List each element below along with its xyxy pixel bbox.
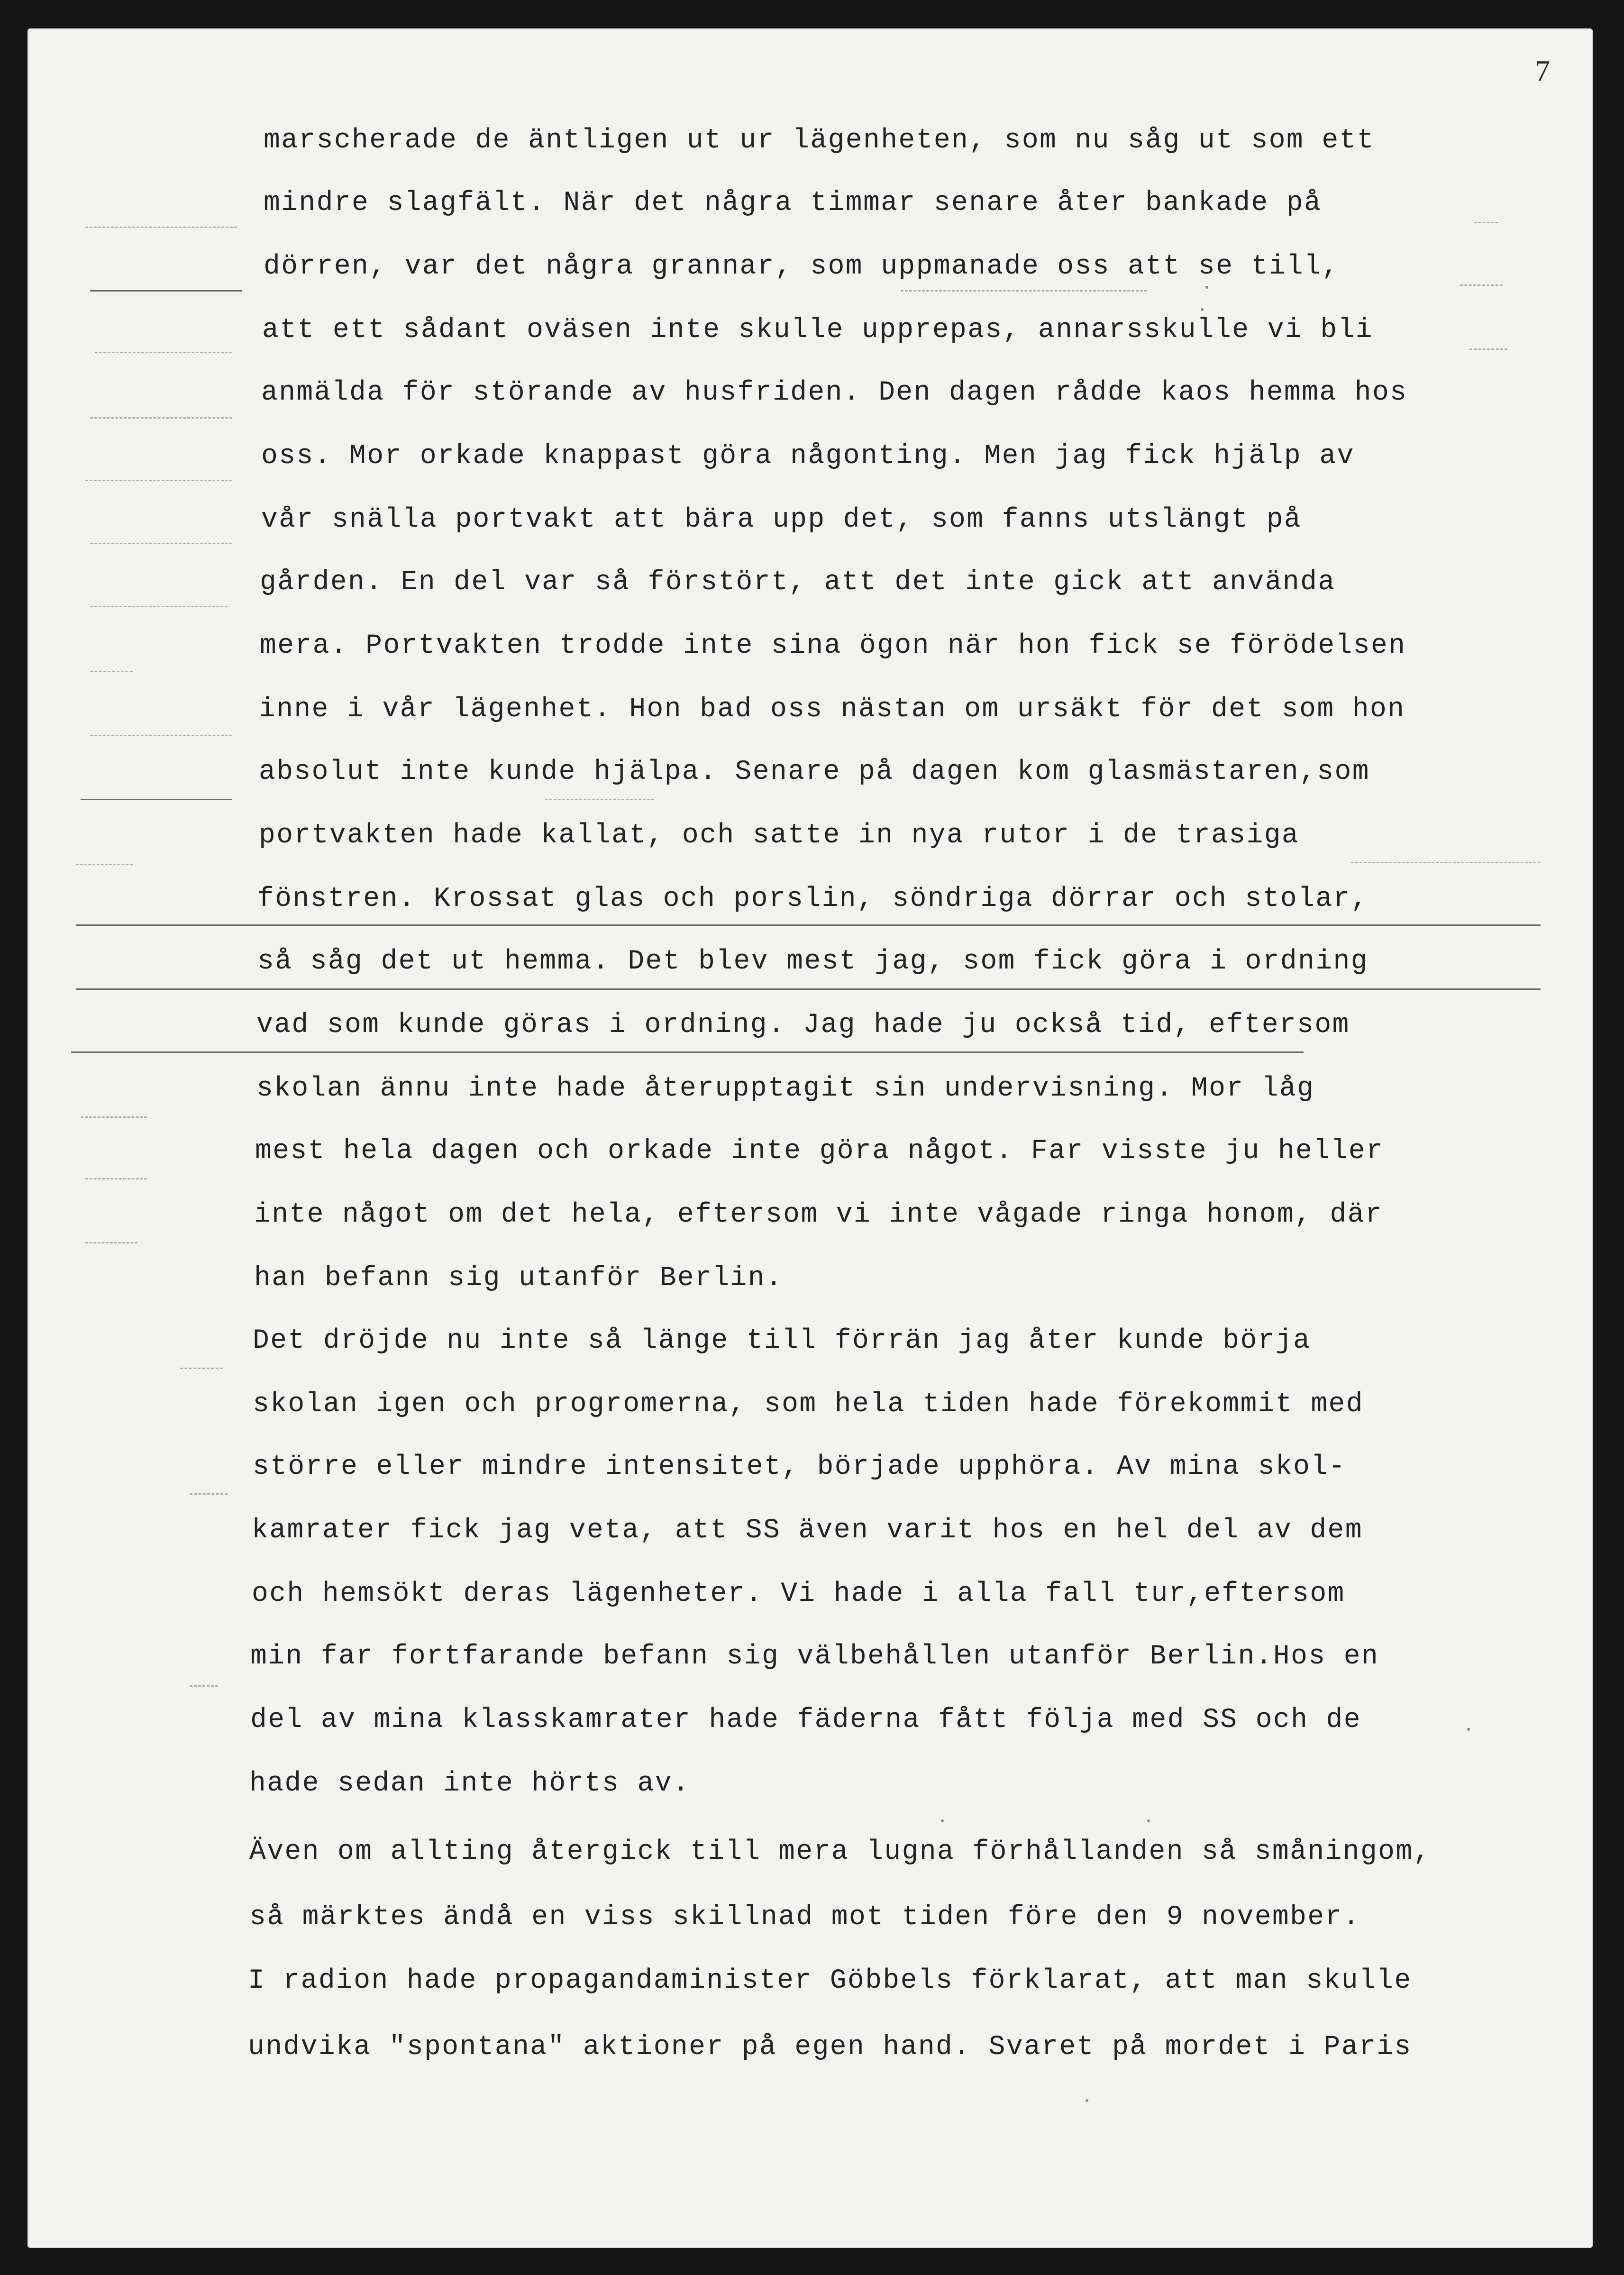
page-number: 7 xyxy=(1535,54,1550,88)
text-line: Även om allting återgick till mera lugna förhållanden så småningom, xyxy=(249,1836,1431,1867)
text-line: kamrater fick jag veta, att SS även varit hos en hel del av dem xyxy=(252,1515,1363,1546)
text-line: fönstren. Krossat glas och porslin, söndriga dörrar och stolar, xyxy=(257,884,1369,914)
text-line: inne i vår lägenhet. Hon bad oss nästan om ursäkt för det som hon xyxy=(259,694,1405,725)
text-line: mindre slagfält. När det några timmar senare åter bankade på xyxy=(264,188,1322,219)
text-line: mest hela dagen och orkade inte göra något. Far visste ju heller xyxy=(255,1136,1384,1167)
text-line: del av mina klasskamrater hade fäderna fått följa med SS och de xyxy=(250,1705,1361,1736)
text-line: Det dröjde nu inte så länge till förrän jag åter kunde börja xyxy=(253,1325,1311,1356)
text-line: absolut inte kunde hjälpa. Senare på dagen kom glasmästaren,som xyxy=(259,757,1370,787)
text-line: så såg det ut hemma. Det blev mest jag, som fick göra i ordning xyxy=(257,946,1369,977)
text-line: marscherade de äntligen ut ur lägenheten, som nu såg ut som ett xyxy=(264,125,1375,156)
text-line: hade sedan inte hörts av. xyxy=(249,1768,691,1799)
text-line: oss. Mor orkade knappast göra någonting. Men jag fick hjälp av xyxy=(261,441,1355,472)
text-line: I radion hade propagandaminister Göbbels förklarat, att man skulle xyxy=(248,1965,1412,1996)
text-line: mera. Portvakten trodde inte sina ögon när hon fick se förödelsen xyxy=(260,630,1406,661)
text-line: dörren, var det några grannar, som uppmanade oss att se till, xyxy=(264,251,1340,282)
text-line: så märktes ändå en viss skillnad mot tiden före den 9 november. xyxy=(249,1902,1360,1933)
text-line: vad som kunde göras i ordning. Jag hade ju också tid, eftersom xyxy=(256,1010,1350,1041)
text-line: han befann sig utanför Berlin. xyxy=(254,1263,784,1294)
text-line: undvika "spontana" aktioner på egen hand. Svaret på mordet i Paris xyxy=(248,2032,1412,2063)
text-line: min far fortfarande befann sig välbehållen utanför Berlin.Hos en xyxy=(250,1641,1379,1672)
text-line: gården. En del var så förstört, att det inte gick att använda xyxy=(260,567,1336,598)
text-line: skolan ännu inte hade återupptagit sin undervisning. Mor låg xyxy=(256,1073,1315,1104)
text-line: anmälda för störande av husfriden. Den dagen rådde kaos hemma hos xyxy=(261,377,1408,408)
text-line: vår snälla portvakt att bära upp det, som fanns utslängt på xyxy=(261,504,1302,535)
text-line: skolan igen och progromerna, som hela tiden hade förekommit med xyxy=(253,1389,1364,1420)
text-line: att ett sådant oväsen inte skulle upprepas, annarsskulle vi bli xyxy=(262,315,1373,346)
text-line: större eller mindre intensitet, började upphöra. Av mina skol- xyxy=(253,1452,1346,1482)
text-line: inte något om det hela, eftersom vi inte vågade ringa honom, där xyxy=(254,1199,1383,1230)
text-line: portvakten hade kallat, och satte in nya rutor i de trasiga xyxy=(259,820,1300,851)
text-line: och hemsökt deras lägenheter. Vi hade i alla fall tur,eftersom xyxy=(252,1579,1345,1609)
